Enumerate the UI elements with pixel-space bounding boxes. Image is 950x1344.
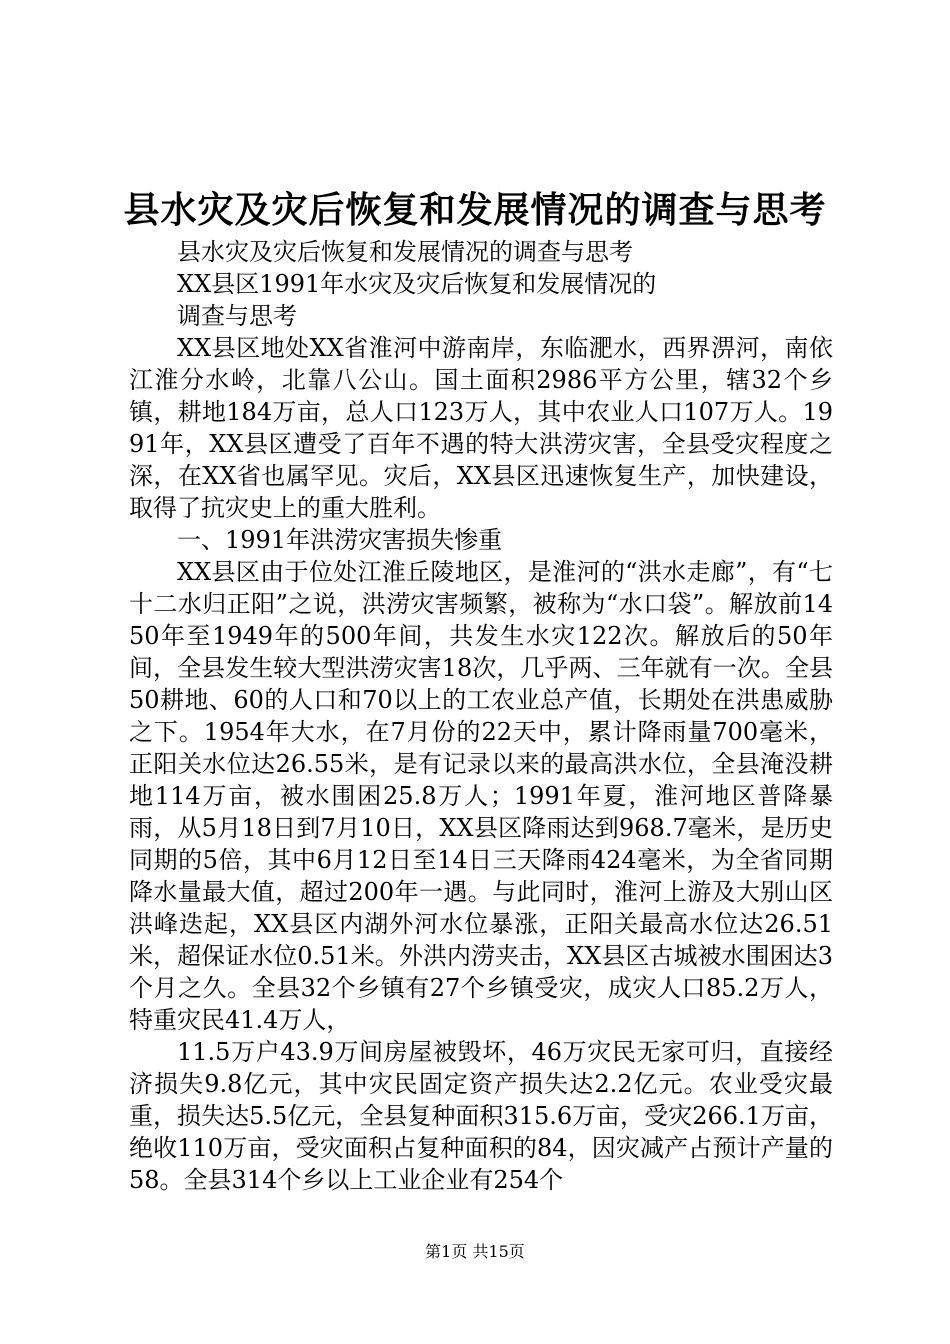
paragraph-heading-line-1: XX县区1991年水灾及灾后恢复和发展情况的 — [177, 270, 657, 298]
page-footer: 第1页 共15页 — [425, 1242, 525, 1261]
paragraph-subtitle: 县水灾及灾后恢复和发展情况的调查与思考 — [177, 238, 633, 266]
paragraph-losses: 11.5万户43.9万间房屋被毁坏，46万灾民无家可归，直接经济损失9.8亿元，其中灾民固定资产损失达2.2亿元。农业受灾最重，损失达5.5亿元，全县复种面积315.6万亩，受灾266.1万亩，绝收110万亩，受灾面积占复种面积的84，因灾减产占预计产量的58。全县314个乡以上工业企业有254个 — [129, 1038, 833, 1194]
document-body — [129, 236, 833, 1196]
paragraph-heading-line-2: 调查与思考 — [177, 302, 297, 330]
paragraph-intro: XX县区地处XX省淮河中游南岸，东临淝水，西界淠河，南依江淮分水岭，北靠八公山。国土面积2986平方公里，辖32个乡镇，耕地184万亩，总人口123万人，其中农业人口107万人。1991年，XX县区遭受了百年不遇的特大洪涝灾害，全县受灾程度之深，在XX省也属罕见。灾后，XX县区迅速恢复生产，加快建设，取得了抗灾史上的重大胜利。 — [129, 334, 833, 522]
section-heading-1: 一、1991年洪涝灾害损失惨重 — [177, 526, 503, 554]
paragraph-flood-history: XX县区由于位处江淮丘陵地区，是淮河的“洪水走廊”，有“七十二水归正阳”之说，洪涝灾害频繁，被称为“水口袋”。解放前1450年至1949年的500年间，共发生水灾122次。解放后的50年间，全县发生较大型洪涝灾害18次，几乎两、三年就有一次。全县50耕地、60的人口和70以上的工农业总产值，长期处在洪患威胁之下。1954年大水，在7月份的22天中，累计降雨量700毫米，正阳关水位达26.55米，是有记录以来的最高洪水位，全县淹没耕地114万亩，被水围困25.8万人；1991年夏，淮河地区普降暴雨，从5月18日到7月10日，XX县区降雨达到968.7毫米，是历史同期的5倍，其中6月12日至14日三天降雨424毫米，为全省同期降水量最大值，超过200年一遇。与此同时，淮河上游及大别山区洪峰迭起，XX县区内湖外河水位暴涨，正阳关最高水位达26.51米，超保证水位0.51米。外洪内涝夹击，XX县区古城被水围困达3个月之久。全县32个乡镇有27个乡镇受灾，成灾人口85.2万人，特重灾民41.4万人， — [129, 558, 833, 1034]
document-title: 县水灾及灾后恢复和发展情况的调查与思考 — [123, 189, 827, 231]
